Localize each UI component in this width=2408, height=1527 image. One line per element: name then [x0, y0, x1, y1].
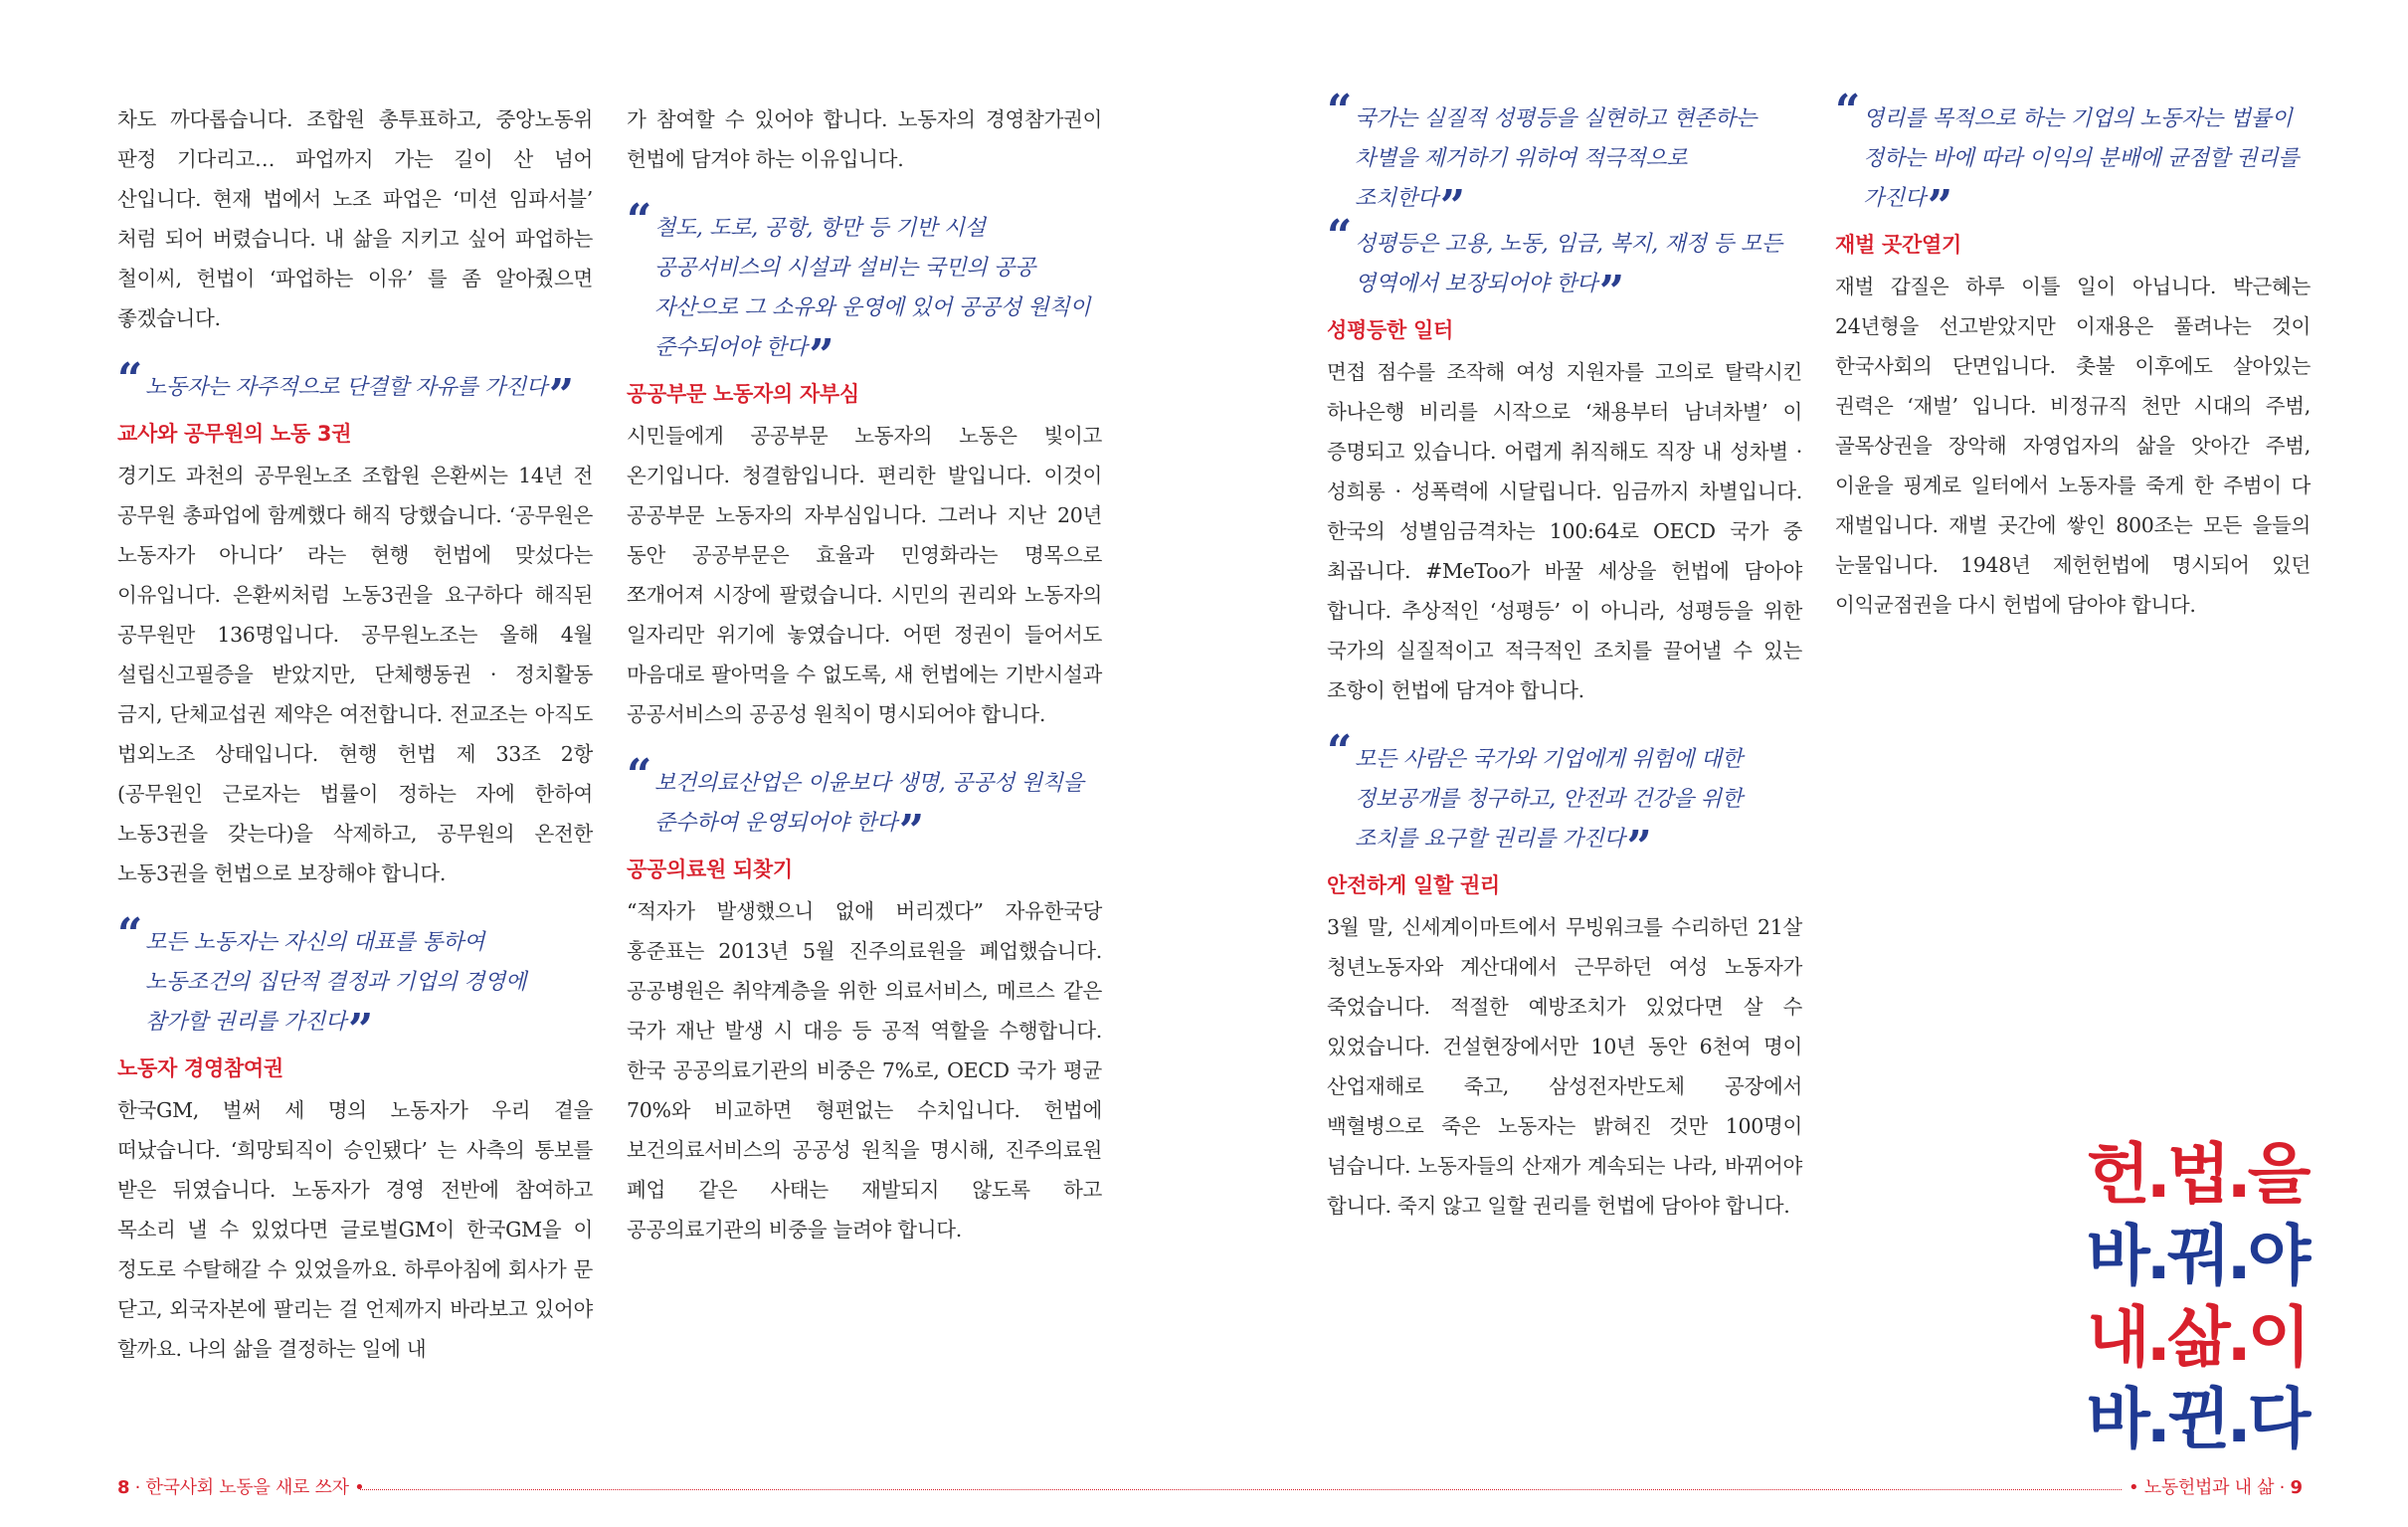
section-heading: 안전하게 일할 권리: [1327, 873, 1500, 897]
section-heading: 재벌 곳간열기: [1835, 233, 1961, 257]
section-heading: 노동자 경영참여권: [117, 1056, 283, 1080]
constitution-quote: [117, 909, 593, 1055]
open-quote-icon: “: [117, 354, 143, 405]
body-paragraph: 가 참여할 수 있어야 합니다. 노동자의 경영참가권이 헌법에 담겨야 하는 이유입니다.: [627, 107, 1102, 171]
quote-text: 성평등은 고용, 노동, 임금, 복지, 재정 등 모든 영역에서 보장되어야 한다: [1355, 232, 1782, 296]
quote-text: 영리를 목적으로 하는 기업의 노동자는 법률이 정하는 바에 따라 이익의 분배에 균점할 권리를 가진다: [1863, 106, 2300, 211]
quote-text: 철도, 도로, 공항, 항만 등 기반 시설 공공서비스의 시설과 설비는 국민의 공공 자산으로 그 소유와 운영에 있어 공공성 원칙이 준수되어야 한다: [654, 216, 1091, 360]
constitution-quote: [117, 354, 593, 421]
section-heading: 공공부문 노동자의 자부심: [627, 382, 859, 406]
close-quote-icon: ”: [809, 330, 834, 381]
open-quote-icon: “: [1327, 726, 1353, 777]
footer-right: • 노동헌법과 내 삶 · 9: [2129, 1477, 2303, 1498]
section-heading: 성평등한 일터: [1327, 318, 1453, 342]
close-quote-icon: ”: [1598, 267, 1624, 317]
body-paragraph: 시민들에게 공공부문 노동자의 노동은 빛이고 온기입니다. 청결함입니다. 편리한 발입니다. 이것이 공공부문 노동자의 자부심입니다. 그러나 지난 20년 동안 공공부문은 효율과 민영화라는 명목으로 쪼개어져 시장에 팔렸습니다. 시민의 권리와 노동자의 일자리만 위기에 놓였습니다. 어떤 정권이 들어서도 마음대로 팔아먹을 수 없도록, 새 헌법에는 기반시설과 공공서비스의 공공성 원칙이 명시되어야 합니다.: [627, 424, 1102, 726]
slogan-block: [2087, 1134, 2325, 1460]
close-quote-icon: ”: [1439, 181, 1465, 232]
quote-text: 국가는 실질적 성평등을 실현하고 현존하는 차별을 제거하기 위하여 적극적으로 조치한다: [1355, 106, 1757, 211]
constitution-quote: [1327, 86, 1802, 232]
body-paragraph: “적자가 발생했으니 없애 버리겠다” 자유한국당 홍준표는 2013년 5월 진주의료원을 폐업했습니다. 공공병원은 취약계층을 위한 의료서비스, 메르스 같은 국가 재난 발생 시 대응 등 공적 역할을 수행합니다. 한국 공공의료기관의 비중은 7%로, OECD 국가 평균 70%와 비교하면 형편없는 수치입니다. 헌법에 보건의료서비스의 공공성 원칙을 명시해, 진주의료원 폐업 같은 사태는 재발되지 않도록 하고 공공의료기관의 비중을 늘려야 합니다.: [627, 899, 1102, 1241]
column-2: [627, 99, 1102, 1249]
slogan-line: 바.꿔.야: [2087, 1218, 2308, 1294]
column-1: [117, 99, 593, 1369]
slogan-line: 헌.법.을: [2087, 1136, 2308, 1213]
slogan-line: 내.삶.이: [2087, 1299, 2308, 1376]
body-paragraph: 면접 점수를 조작해 여성 지원자를 고의로 탈락시킨 하나은행 비리를 시작으로 ‘채용부터 남녀차별’ 이 증명되고 있습니다. 어렵게 취직해도 직장 내 성차별 · 성희롱 · 성폭력에 시달립니다. 임금까지 차별입니다. 한국의 성별임금격차는 100:64로 OECD 국가 중 최곱니다. #MeToo가 바꿀 세상을 헌법에 담아야 합니다. 추상적인 ‘성평등’ 이 아니라, 성평등을 위한 국가의 실질적이고 적극적인 조치를 끌어낼 수 있는 조항이 헌법에 담겨야 합니다.: [1327, 360, 1802, 702]
column-3: [1327, 86, 1802, 1226]
footer-left: 8 · 한국사회 노동을 새로 쓰자 •: [117, 1477, 365, 1498]
footer-divider: [360, 1489, 2122, 1490]
footer-title: 노동헌법과 내 삶: [2143, 1477, 2275, 1498]
open-quote-icon: “: [1327, 86, 1353, 136]
body-paragraph: 차도 까다롭습니다. 조합원 총투표하고, 중앙노동위 판정 기다리고… 파업까지 가는 길이 산 넘어 산입니다. 현재 법에서 노조 파업은 ‘미션 임파서블’ 처럼 되어 버렸습니다. 내 삶을 지키고 싶어 파업하는 철이씨, 헌법이 ‘파업하는 이유’ 를 좀 알아줬으면 좋겠습니다.: [117, 107, 593, 330]
close-quote-icon: ”: [1626, 822, 1652, 872]
quote-text: 모든 노동자는 자신의 대표를 통하여 노동조건의 집단적 결정과 기업의 경영에 참가할 권리를 가진다: [145, 930, 526, 1035]
constitution-quote: [627, 195, 1102, 381]
constitution-quote: [627, 750, 1102, 857]
open-quote-icon: “: [117, 909, 143, 960]
body-paragraph: 경기도 과천의 공무원노조 조합원 은환씨는 14년 전 공무원 총파업에 함께했다 해직 당했습니다. ‘공무원은 노동자가 아니다’ 라는 현행 헌법에 맞섰다는 이유입니다. 은환씨처럼 노동3권을 요구하다 해직된 공무원만 136명입니다. 공무원노조는 올해 4월 설립신고필증을 받았지만, 단체행동권 · 정치활동 금지, 단체교섭권 제약은 여전합니다. 전교조는 아직도 법외노조 상태입니다. 현행 헌법 제 33조 2항(공무원인 근로자는 법률이 정하는 자에 한하여 노동3권을 갖는다)을 삭제하고, 공무원의 온전한 노동3권을 헌법으로 보장해야 합니다.: [117, 464, 593, 885]
quote-text: 노동자는 자주적으로 단결할 자유를 가진다: [145, 375, 547, 400]
footer-title: 한국사회 노동을 새로 쓰자: [145, 1477, 349, 1498]
constitution-quote: [1835, 86, 2311, 232]
close-quote-icon: ”: [1927, 181, 1952, 232]
open-quote-icon: “: [627, 195, 652, 246]
section-heading: 공공의료원 되찾기: [627, 858, 793, 881]
open-quote-icon: “: [1835, 86, 1861, 136]
open-quote-icon: “: [627, 750, 652, 801]
slogan-line: 바.뀐.다: [2087, 1381, 2308, 1457]
body-paragraph: 한국GM, 벌써 세 명의 노동자가 우리 곁을 떠났습니다. ‘희망퇴직이 승인됐다’ 는 사측의 통보를 받은 뒤였습니다. 노동자가 경영 전반에 참여하고 목소리 낼 수 있었다면 글로벌GM이 한국GM을 이 정도로 수탈해갈 수 있었을까요. 하루아침에 회사가 문 닫고, 외국자본에 팔리는 걸 언제까지 바라보고 있어야 할까요. 나의 삶을 결정하는 일에 내: [117, 1098, 593, 1361]
page-number: 8: [117, 1477, 130, 1498]
constitution-quote: [1327, 211, 1802, 317]
section-heading: 교사와 공무원의 노동 3권: [117, 422, 352, 446]
close-quote-icon: ”: [898, 806, 924, 857]
close-quote-icon: ”: [548, 370, 574, 421]
column-4: [1835, 86, 2311, 625]
body-paragraph: 3월 말, 신세계이마트에서 무빙워크를 수리하던 21살 청년노동자와 계산대에서 근무하던 여성 노동자가 죽었습니다. 적절한 예방조치가 있었다면 살 수 있었습니다. 건설현장에서만 10년 동안 6천여 명이 산업재해로 죽고, 삼성전자반도체 공장에서 백혈병으로 죽은 노동자는 밝혀진 것만 100명이 넘습니다. 노동자들의 산재가 계속되는 나라, 바뀌어야 합니다. 죽지 않고 일할 권리를 헌법에 담아야 합니다.: [1327, 915, 1802, 1218]
body-paragraph: 재벌 갑질은 하루 이틀 일이 아닙니다. 박근혜는 24년형을 선고받았지만 이재용은 풀려나는 것이 한국사회의 단면입니다. 촛불 이후에도 살아있는 권력은 ‘재벌’ 입니다. 비정규직 천만 시대의 주범, 골목상권을 장악해 자영업자의 삶을 앗아간 주범, 이윤을 핑계로 일터에서 노동자를 죽게 한 주범이 다 재벌입니다. 재벌 곳간에 쌓인 800조는 모든 을들의 눈물입니다. 1948년 제헌헌법에 명시되어 있던 이익균점권을 다시 헌법에 담아야 합니다.: [1835, 275, 2311, 617]
quote-text: 보건의료산업은 이윤보다 생명, 공공성 원칙을 준수하여 운영되어야 한다: [654, 771, 1084, 836]
open-quote-icon: “: [1327, 211, 1353, 262]
constitution-quote: [1327, 726, 1802, 872]
quote-text: 모든 사람은 국가와 기업에게 위험에 대한 정보공개를 청구하고, 안전과 건강을 위한 조치를 요구할 권리를 가진다: [1355, 747, 1743, 852]
close-quote-icon: ”: [347, 1005, 373, 1055]
page-number: 9: [2290, 1477, 2303, 1498]
